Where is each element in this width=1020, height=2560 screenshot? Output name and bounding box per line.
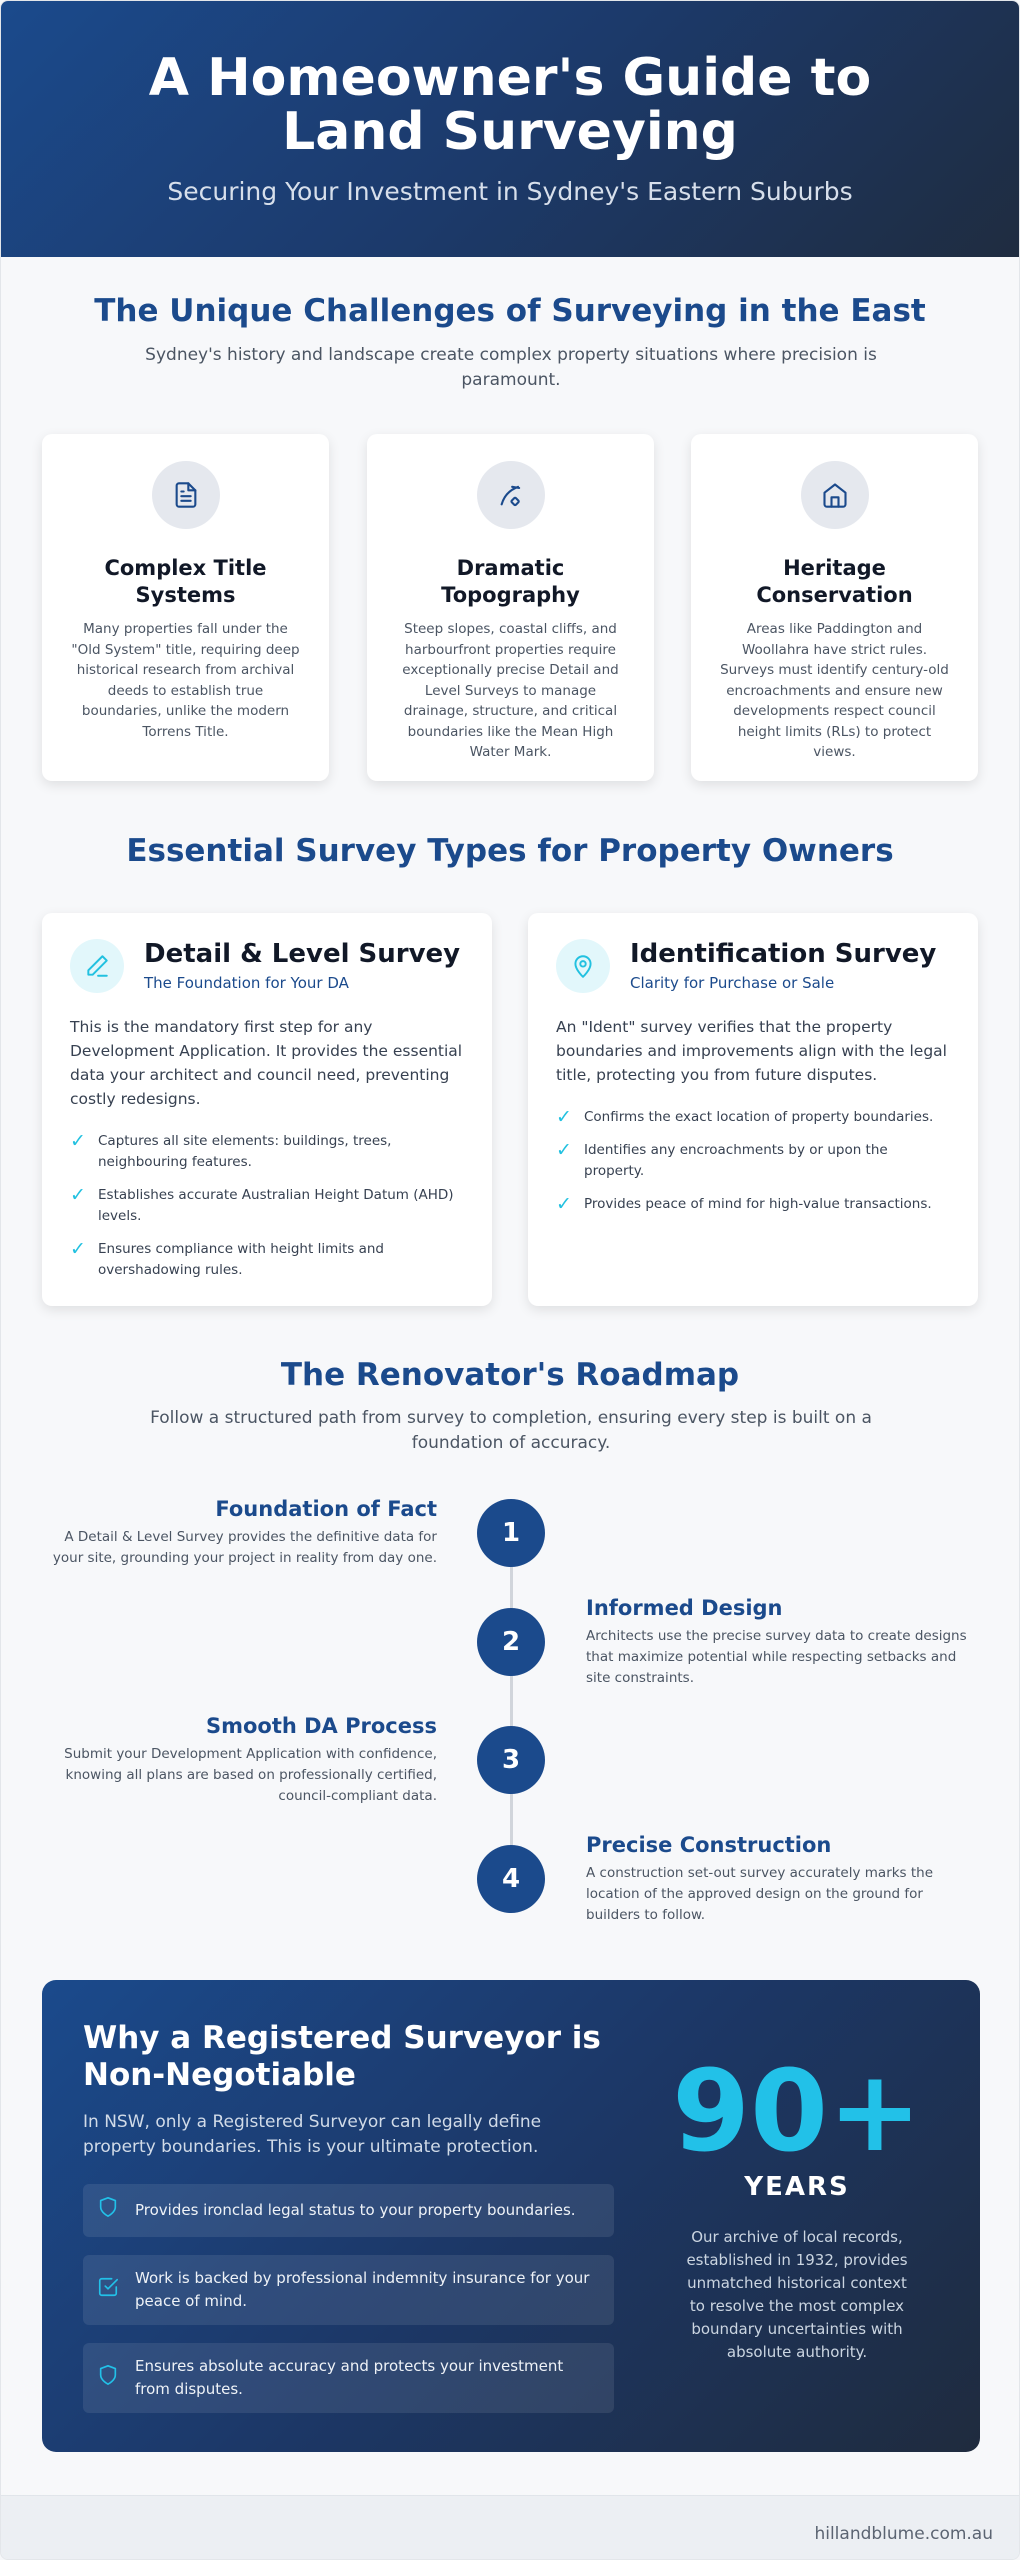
roadmap-step	[586, 1596, 976, 1689]
roadmap-step-title: Foundation of Fact	[215, 1497, 437, 1521]
shield-icon	[97, 2196, 135, 2225]
roadmap-step-title: Smooth DA Process	[205, 1714, 437, 1738]
list-item-text: Ensures compliance with height limits and overshadowing rules.	[98, 1241, 384, 1278]
survey-card-identification	[528, 913, 978, 1306]
years-stat-value: 90+	[672, 2047, 922, 2177]
check-icon: ✓	[556, 1193, 572, 1215]
survey-card-detail-level	[42, 913, 492, 1306]
list-item	[70, 1131, 464, 1173]
challenge-card-text: Areas like Paddington and Woollahra have strict rules. Surveys must identify century-old encroachments and ensure new developments respect council height limits (RLs) to protect views.	[720, 621, 949, 760]
years-stat-text: Our archive of local records, established in 1932, provides unmatched historical context to resolve the most complex boundary uncertainties with absolute authority.	[686, 2228, 908, 2361]
benefit-item	[83, 2343, 614, 2413]
step-number-badge: 4	[477, 1845, 545, 1913]
check-icon: ✓	[70, 1238, 86, 1260]
survey-card-title: Identification Survey	[630, 939, 937, 969]
check-icon: ✓	[70, 1184, 86, 1206]
benefit-item	[83, 2255, 614, 2325]
roadmap-step	[45, 1714, 437, 1807]
challenge-card-title-systems	[42, 434, 329, 781]
challenge-card-text: Many properties fall under the "Old System" title, requiring deep historical research from archival deeds to establish true boundaries, unlike the modern Torrens Title.	[71, 621, 300, 740]
registered-surveyor-intro: In NSW, only a Registered Surveyor can legally define property boundaries. This is your ultimate protection.	[83, 2112, 542, 2157]
challenge-card-title: Dramatic Topography	[441, 556, 580, 607]
pen-tool-icon	[477, 461, 545, 529]
challenges-heading: The Unique Challenges of Surveying in the East	[94, 293, 926, 329]
survey-card-description: This is the mandatory first step for any Development Application. It provides the essential data your architect and council need, preventing costly redesigns.	[70, 1018, 463, 1108]
roadmap-step-title: Informed Design	[586, 1596, 783, 1620]
years-stat	[672, 2047, 922, 2364]
list-item-text: Identifies any encroachments by or upon the property.	[584, 1142, 888, 1179]
list-item-text: Provides peace of mind for high-value transactions.	[584, 1196, 932, 1212]
registered-surveyor-panel	[42, 1980, 980, 2452]
roadmap-step	[45, 1497, 437, 1569]
timeline-line	[510, 1533, 513, 1877]
map-pin-icon	[556, 939, 610, 993]
survey-card-checklist	[556, 1107, 950, 1215]
check-icon: ✓	[70, 1130, 86, 1152]
years-stat-unit: YEARS	[744, 2172, 850, 2202]
list-item	[556, 1140, 950, 1182]
roadmap-step-title: Precise Construction	[586, 1833, 832, 1857]
page-subtitle: Securing Your Investment in Sydney's Eastern Suburbs	[167, 177, 853, 206]
benefit-text: Provides ironclad legal status to your property boundaries.	[135, 2201, 576, 2219]
survey-card-tagline: Clarity for Purchase or Sale	[630, 974, 835, 992]
benefit-text: Ensures absolute accuracy and protects your investment from disputes.	[135, 2357, 564, 2398]
challenge-card-title: Complex Title Systems	[104, 556, 267, 607]
survey-types-heading: Essential Survey Types for Property Owners	[126, 833, 894, 869]
survey-card-description: An "Ident" survey verifies that the property boundaries and improvements align with the legal title, protecting you from future disputes.	[556, 1018, 947, 1084]
benefit-text: Work is backed by professional indemnity insurance for your peace of mind.	[135, 2269, 590, 2310]
shield-icon	[97, 2364, 135, 2393]
survey-card-checklist	[70, 1131, 464, 1281]
roadmap-step-text: Architects use the precise survey data to create designs that maximize potential while respecting setbacks and site constraints.	[586, 1628, 967, 1686]
pencil-icon	[70, 939, 124, 993]
roadmap-heading: The Renovator's Roadmap	[280, 1357, 740, 1393]
step-number-badge: 1	[477, 1499, 545, 1567]
roadmap-step-text: Submit your Development Application with confidence, knowing all plans are based on professionally certified, council-compliant data.	[64, 1746, 437, 1804]
hero-banner	[1, 1, 1019, 257]
challenge-card-text: Steep slopes, coastal cliffs, and harbourfront properties require exceptionally precise Detail and Level Surveys to manage drainage, structure, and critical boundaries like the Mean High Water Mark.	[402, 621, 619, 760]
roadmap-step	[586, 1833, 976, 1926]
page-title: A Homeowner's Guide to Land Surveying	[148, 48, 872, 162]
step-number-badge: 2	[477, 1608, 545, 1676]
list-item	[556, 1194, 950, 1215]
check-icon: ✓	[556, 1139, 572, 1161]
checkbox-icon	[97, 2276, 135, 2305]
step-number-badge: 3	[477, 1726, 545, 1794]
roadmap-step-text: A Detail & Level Survey provides the definitive data for your site, grounding your project in reality from day one.	[52, 1529, 437, 1566]
challenge-card-title: Heritage Conservation	[756, 556, 913, 607]
registered-surveyor-heading: Why a Registered Surveyor is Non-Negotiable	[83, 2020, 601, 2093]
footer	[1, 2495, 1020, 2560]
challenge-card-heritage	[691, 434, 978, 781]
challenge-card-topography	[367, 434, 654, 781]
list-item	[70, 1185, 464, 1227]
list-item	[70, 1239, 464, 1281]
challenges-subtitle: Sydney's history and landscape create complex property situations where precision is paramount.	[145, 345, 877, 390]
benefit-item	[83, 2184, 614, 2237]
list-item-text: Confirms the exact location of property boundaries.	[584, 1109, 934, 1125]
survey-card-title: Detail & Level Survey	[144, 939, 461, 969]
document-icon	[152, 461, 220, 529]
list-item-text: Establishes accurate Australian Height Datum (AHD) levels.	[98, 1187, 454, 1224]
roadmap-subtitle: Follow a structured path from survey to completion, ensuring every step is built on a foundation of accuracy.	[150, 1408, 872, 1453]
list-item-text: Captures all site elements: buildings, trees, neighbouring features.	[98, 1133, 392, 1170]
home-icon	[801, 461, 869, 529]
footer-domain-link[interactable]: hillandblume.com.au	[814, 2524, 993, 2544]
list-item	[556, 1107, 950, 1128]
roadmap-step-text: A construction set-out survey accurately marks the location of the approved design on the ground for builders to follow.	[586, 1865, 934, 1923]
check-icon: ✓	[556, 1106, 572, 1128]
survey-card-tagline: The Foundation for Your DA	[144, 974, 349, 992]
